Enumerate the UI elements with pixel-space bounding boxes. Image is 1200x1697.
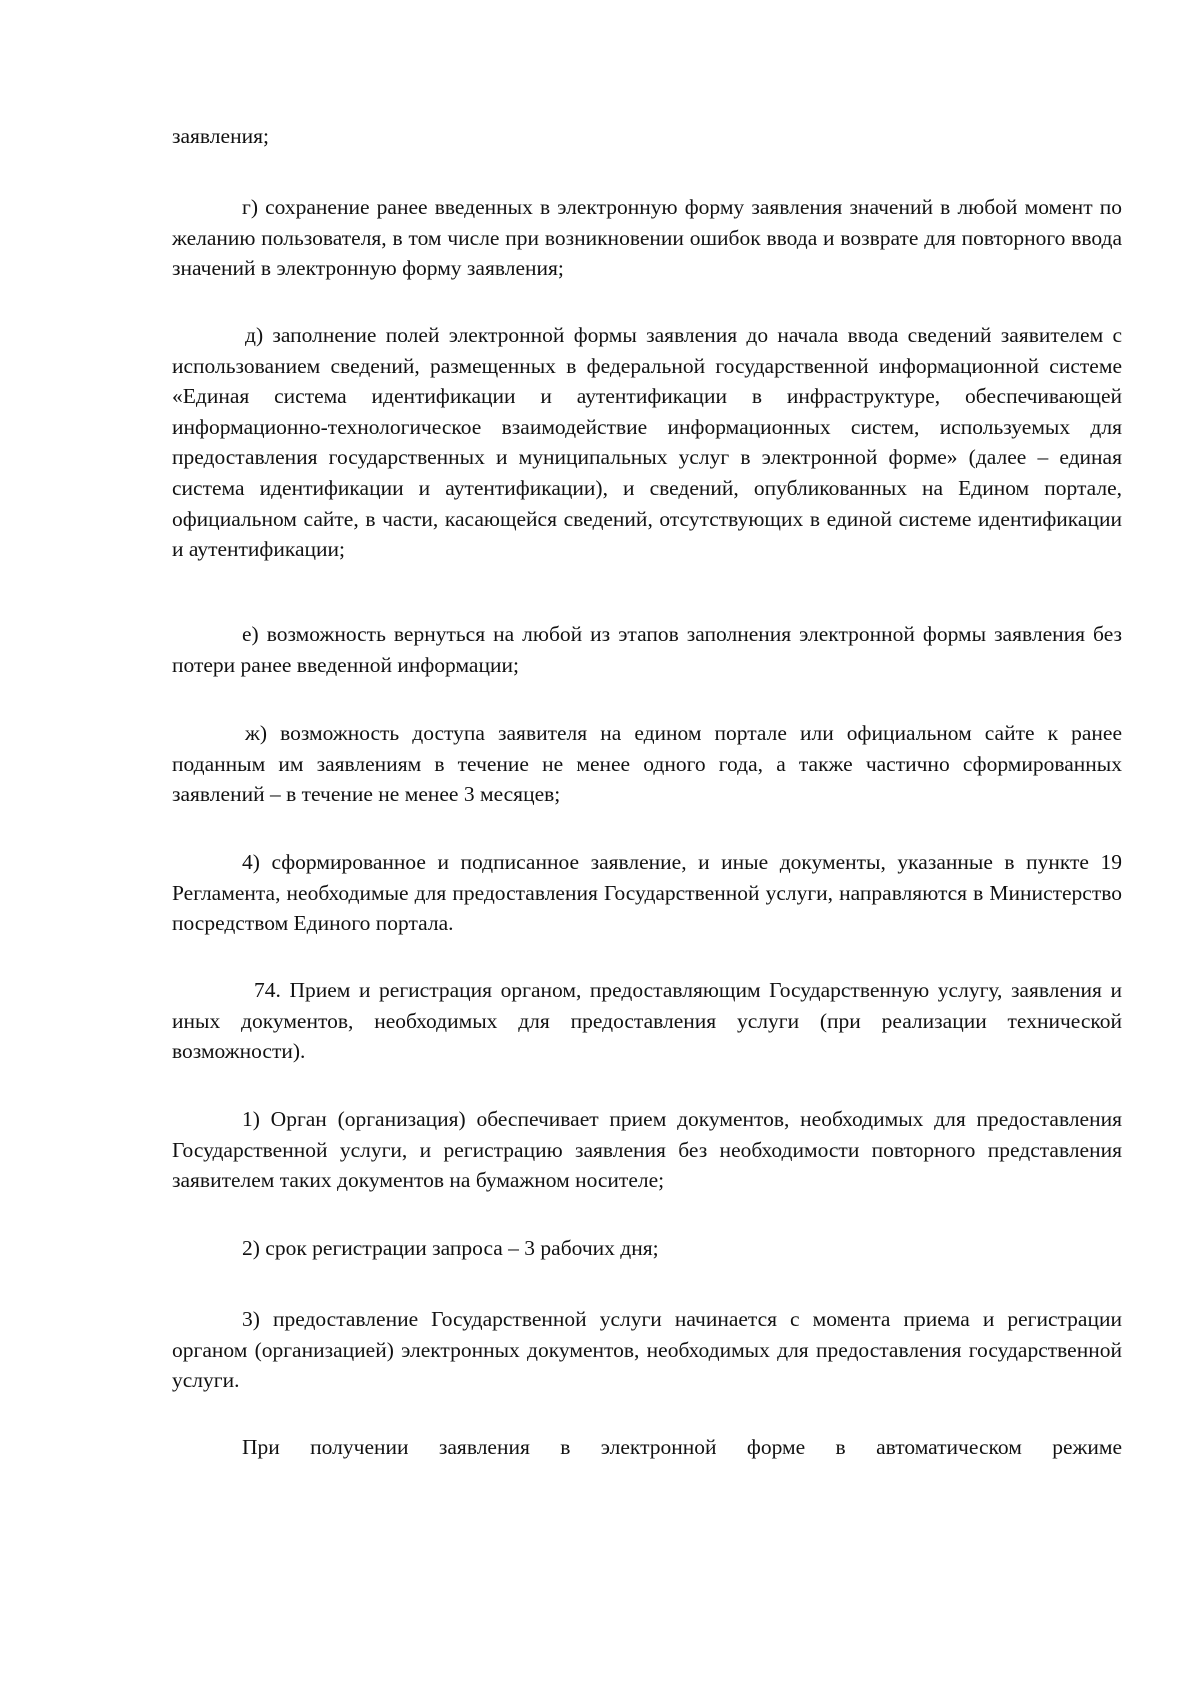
paragraph-item-d	[172, 320, 1122, 565]
paragraph-text: 4) сформированное и подписанное заявление, и иные документы, указанные в пункте 19 Регламента, необходимые для предоставления Государственной услуги, направляются в Министерство посредством Единого портала.	[172, 850, 1122, 936]
paragraph-continuation	[172, 121, 1122, 152]
paragraph-subitem-4	[172, 847, 1122, 939]
paragraph-text: 74. Прием и регистрация органом, предоставляющим Государственную услугу, заявления и иных документов, необходимых для предоставления услуги (при реализации технической возможности).	[172, 978, 1122, 1064]
paragraph-subitem-2	[172, 1233, 1122, 1264]
paragraph-item-g	[172, 192, 1122, 284]
paragraph-text: 3) предоставление Государственной услуги начинается с момента приема и регистрации органом (организацией) электронных документов, необходимых для предоставления государственной услуги.	[172, 1307, 1122, 1393]
paragraph-text: г) сохранение ранее введенных в электронную форму заявления значений в любой момент по желанию пользователя, в том числе при возникновении ошибок ввода и возврате для повторного ввода значений в электронную форму заявления;	[172, 195, 1122, 281]
paragraph-item-e	[172, 619, 1122, 680]
paragraph-text: е) возможность вернуться на любой из этапов заполнения электронной формы заявления без потери ранее введенной информации;	[172, 622, 1122, 677]
paragraph-subitem-1	[172, 1104, 1122, 1196]
paragraph-closing	[172, 1432, 1122, 1463]
paragraph-clause-74	[172, 975, 1122, 1067]
paragraph-text: 1) Орган (организация) обеспечивает прием документов, необходимых для предоставления Государственной услуги, и регистрацию заявления без необходимости повторного представления заявителем таких документов на бумажном носителе;	[172, 1107, 1122, 1193]
paragraph-item-zh	[172, 718, 1122, 810]
paragraph-subitem-3	[172, 1304, 1122, 1396]
paragraph-text: ж) возможность доступа заявителя на едином портале или официальном сайте к ранее поданным им заявлениям в течение не менее одного года, а также частично сформированных заявлений – в течение не менее 3 месяцев;	[172, 721, 1122, 807]
paragraph-text: д) заполнение полей электронной формы заявления до начала ввода сведений заявителем с использованием сведений, размещенных в федеральной государственной информационной системе «Единая система идентификации и аутентификации в инфраструктуре, обеспечивающей информационно-технологическое взаимодействие информационных систем, используемых для предоставления государственных и муниципальных услуг в электронной форме» (далее – единая система идентификации и аутентификации), и сведений, опубликованных на Едином портале, официальном сайте, в части, касающейся сведений, отсутствующих в единой системе идентификации и аутентификации;	[172, 323, 1122, 562]
paragraph-text: 2) срок регистрации запроса – 3 рабочих дня;	[242, 1236, 659, 1260]
paragraph-text: При получении заявления в электронной форме в автоматическом режиме	[242, 1435, 1122, 1459]
paragraph-text: заявления;	[172, 124, 269, 148]
